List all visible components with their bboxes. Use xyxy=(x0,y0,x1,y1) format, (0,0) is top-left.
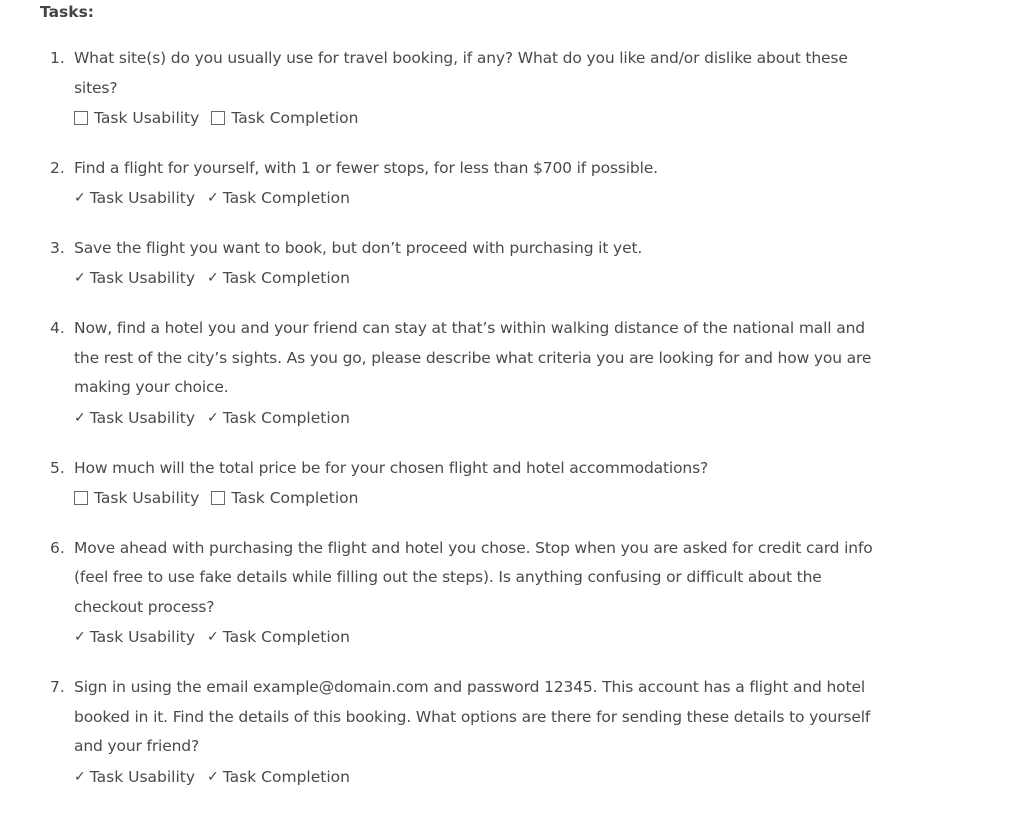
checkmark-icon: ✓ xyxy=(207,629,219,646)
checkmark-icon: ✓ xyxy=(74,629,86,646)
task-usability-label: Task Usability xyxy=(89,189,196,208)
task-usability-status[interactable] xyxy=(74,109,199,127)
task-number: 2. xyxy=(50,158,65,177)
task-completion-status[interactable] xyxy=(207,628,350,646)
checkmark-icon: ✓ xyxy=(207,270,219,287)
task-completion-status[interactable] xyxy=(211,109,358,127)
task-number: 3. xyxy=(50,238,65,257)
task-number: 5. xyxy=(50,458,65,477)
task-completion-label: Task Completion xyxy=(222,767,350,786)
task-item-1 xyxy=(0,44,1024,133)
task-completion-status[interactable] xyxy=(207,768,350,786)
task-usability-label: Task Usability xyxy=(89,269,196,288)
task-item-4 xyxy=(0,314,1024,432)
task-completion-status[interactable] xyxy=(207,269,350,287)
task-number: 7. xyxy=(50,678,65,697)
empty-checkbox-icon xyxy=(74,111,88,125)
checkmark-icon: ✓ xyxy=(207,190,219,207)
task-usability-status[interactable] xyxy=(74,628,195,646)
task-status-row xyxy=(74,103,874,133)
checkmark-icon: ✓ xyxy=(74,409,86,426)
tasks-heading: Tasks: xyxy=(40,3,94,21)
task-usability-label: Task Usability xyxy=(94,488,200,507)
task-usability-label: Task Usability xyxy=(89,628,196,647)
task-completion-label: Task Completion xyxy=(222,269,350,288)
task-completion-label: Task Completion xyxy=(231,108,359,127)
task-text: What site(s) do you usually use for travel booking, if any? What do you like and/or dislike about these sites? xyxy=(74,49,848,97)
task-status-row xyxy=(74,403,874,433)
task-item-5 xyxy=(0,454,1024,513)
task-text: Save the flight you want to book, but don’t proceed with purchasing it yet. xyxy=(74,238,643,257)
task-completion-label: Task Completion xyxy=(222,189,350,208)
task-status-row xyxy=(74,183,874,213)
task-completion-status[interactable] xyxy=(211,489,358,507)
task-usability-status[interactable] xyxy=(74,189,195,207)
task-usability-status[interactable] xyxy=(74,409,195,427)
empty-checkbox-icon xyxy=(211,491,225,505)
task-list xyxy=(0,44,1024,812)
task-completion-label: Task Completion xyxy=(231,488,359,507)
task-usability-label: Task Usability xyxy=(89,408,196,427)
task-number: 6. xyxy=(50,538,65,557)
task-completion-status[interactable] xyxy=(207,189,350,207)
task-item-2 xyxy=(0,154,1024,213)
empty-checkbox-icon xyxy=(211,111,225,125)
task-text: How much will the total price be for your chosen flight and hotel accommodations? xyxy=(74,458,709,477)
task-item-3 xyxy=(0,234,1024,293)
checkmark-icon: ✓ xyxy=(207,409,219,426)
task-status-row xyxy=(74,623,874,653)
task-text: Move ahead with purchasing the flight and hotel you chose. Stop when you are asked for credit card info (feel free to use fake details while filling out the steps). Is anything confusing or difficult about the checkout process? xyxy=(74,538,873,616)
task-item-7 xyxy=(0,673,1024,791)
empty-checkbox-icon xyxy=(74,491,88,505)
task-completion-label: Task Completion xyxy=(222,628,350,647)
task-text: Sign in using the email example@domain.com and password 12345. This account has a flight and hotel booked in it. Find the details of this booking. What options are there for sending these details to yourself and your friend? xyxy=(74,678,871,756)
task-text: Now, find a hotel you and your friend can stay at that’s within walking distance of the national mall and the rest of the city’s sights. As you go, please describe what criteria you are looking for and how you are making your choice. xyxy=(74,319,872,397)
task-text: Find a flight for yourself, with 1 or fewer stops, for less than $700 if possible. xyxy=(74,158,658,177)
task-item-6 xyxy=(0,534,1024,652)
checkmark-icon: ✓ xyxy=(74,190,86,207)
task-number: 1. xyxy=(50,49,65,67)
task-number: 4. xyxy=(50,319,65,338)
task-usability-status[interactable] xyxy=(74,489,199,507)
task-usability-status[interactable] xyxy=(74,768,195,786)
task-completion-label: Task Completion xyxy=(222,408,350,427)
checkmark-icon: ✓ xyxy=(74,768,86,785)
checkmark-icon: ✓ xyxy=(74,270,86,287)
task-usability-label: Task Usability xyxy=(89,767,196,786)
task-status-row xyxy=(74,264,874,294)
task-usability-label: Task Usability xyxy=(94,108,200,127)
task-status-row xyxy=(74,483,874,513)
task-usability-status[interactable] xyxy=(74,269,195,287)
task-completion-status[interactable] xyxy=(207,409,350,427)
checkmark-icon: ✓ xyxy=(207,768,219,785)
task-status-row xyxy=(74,762,874,792)
